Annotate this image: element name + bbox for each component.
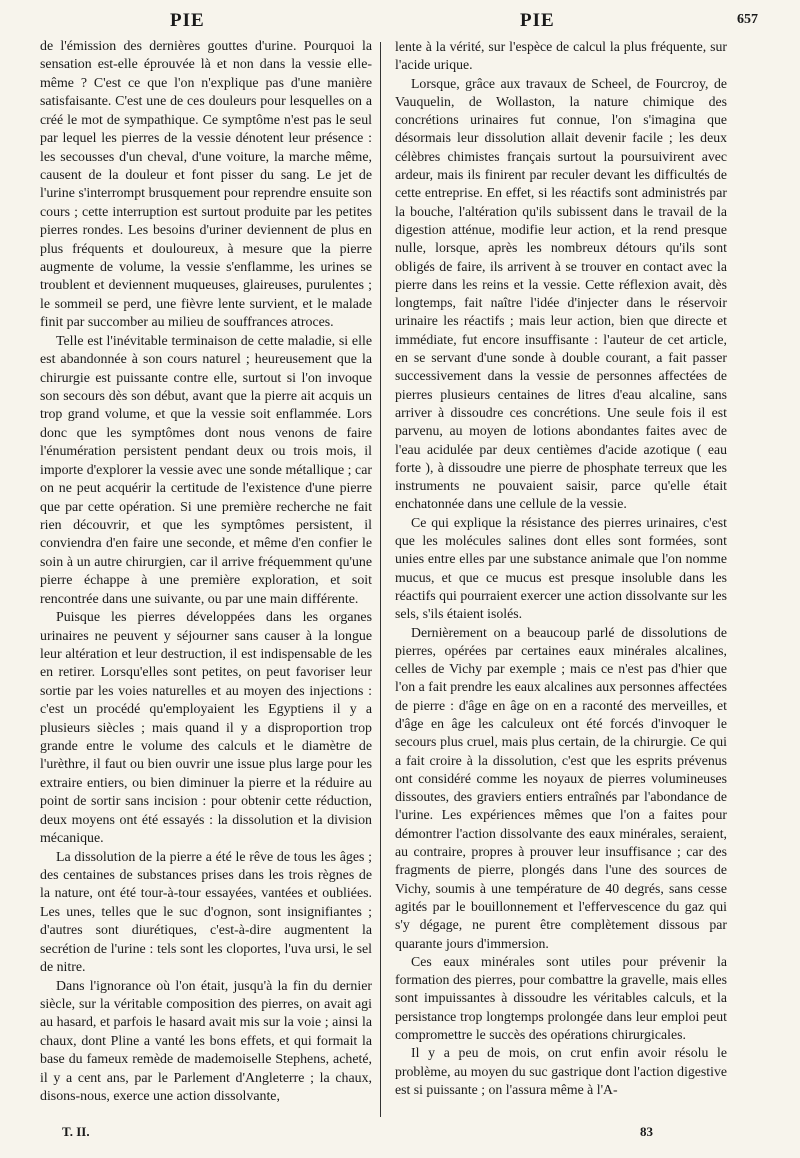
page-footer <box>0 1124 800 1148</box>
paragraph: lente à la vérité, sur l'espèce de calcul la plus fréquente, sur l'acide urique. <box>395 39 727 73</box>
paragraph: Dans l'ignorance où l'on était, jusqu'à la fin du dernier siècle, sur la véritable composition des pierres, on avait agi au hasard, et parfois le hasard avait mis sur la voie ; ainsi la chaux, dont Pline a vanté les bons effets, et qui formait la base du fameux remède de mademoiselle Stephens, acheté, il y a cent ans, par le Parlement d'Angleterre ; la chaux, disons-nous, exerce une action dissolvante, <box>40 978 372 1105</box>
paragraph: Ces eaux minérales sont utiles pour prévenir la formation des pierres, pour combattre la gravelle, mais elles sont impuissantes à dissoudre les véritables calculs, et la persistance trop longtemps prolongée dans leur emploi peut compromettre le succès des opérations chirurgicales. <box>395 953 727 1043</box>
running-header <box>0 10 800 40</box>
header-word-left: PIE <box>170 10 205 31</box>
header-word-right: PIE <box>520 10 555 31</box>
signature-mark: 83 <box>640 1124 653 1139</box>
paragraph: Puisque les pierres développées dans les organes urinaires ne peuvent y séjourner sans causer à la longue leur altération et leur destruction, il est indispensable de les en retirer. Lorsqu'elles sont petites, on peut favoriser leur sortie par les voies naturelles et au moyen des injections : c'est un procédé qu'employaient les Egyptiens il y a plusieurs siècles ; mais quand il y a disproportion trop grande entre le volume des calculs et le diamètre de l'urèthre, il faut ou bien ouvrir une issue plus large pour les extraire entiers, ou bien diminuer la pierre et la réduire au point de sortir sans incision : pour obtenir cette réduction, deux moyens ont été essayés : la dissolution et la division mécanique. <box>40 610 372 847</box>
page-number: 657 <box>737 12 758 27</box>
paragraph: de l'émission des dernières gouttes d'urine. Pourquoi la sensation est-elle éprouvée là et non dans la vessie elle-même ? C'est ce que l'on n'explique pas d'une manière satisfaisante. C'est une de ces douleurs pour lesquelles on a créé le mot de sympathique. Ce symptôme n'est pas le seul par lequel les pierres de la vessie dénotent leur présence : les secousses d'un cheval, d'une voiture, la marche même, causent de la douleur et font pisser du sang. Le jet de l'urine s'interrompt brusquement pour reprendre ensuite son cours ; cette interruption est surtout produite par les petites pierres rondes. Les besoins d'uriner deviennent de plus en plus fréquents et douloureux, à mesure que la pierre augmente de volume, la vessie s'enflamme, les urines se troublent et deviennent muqueuses, glaireuses, purulentes ; le sommeil se perd, une fièvre lente survient, et le malade finit par succomber au milieu de souffrances atroces. <box>40 39 372 331</box>
paragraph: Il y a peu de mois, on crut enfin avoir résolu le problème, au moyen du suc gastrique dont l'action digestive est si puissante ; on l'assura même à l'A- <box>395 1045 727 1097</box>
left-column <box>40 38 372 1106</box>
volume-mark: T. II. <box>62 1124 90 1139</box>
paragraph: Lorsque, grâce aux travaux de Scheel, de Fourcroy, de Vauquelin, de Wollaston, la nature chimique des concrétions urinaires fut connue, l'on s'imagina que désormais leur dissolution allait devenir facile ; les deux célèbres chimistes français surtout la poursuivirent avec ardeur, mais ils finirent par reculer devant les difficultés de cette entreprise. En effet, si les réactifs sont administrés par la bouche, l'altération qu'ils subissent dans le travail de la digestion atténue, modifie leur action, et la rend presque nulle, lorsque, après les nombreux détours qu'ils sont obligés de faire, ils arrivent à se trouver en contact avec la pierre dans les reins et la vessie. Cette réflexion avait, dès longtemps, fait naître l'idée d'injecter dans le réservoir urinaire les réactifs ; mais leur action, bien que directe et immédiate, fut encore insuffisante : l'auteur de cet article, en se servant d'une sonde à double courant, a fait passer successivement dans la vessie de personnes affectées de pierres plusieurs centaines de litres d'eau alcaline, sans arriver à dissoudre ces concrétions. Une seule fois il est parvenu, au moyen de lotions abondantes faites avec de l'eau acidulée par deux centièmes d'acide azotique ( eau forte ), à dissoudre une pierre de phosphate terreux que les instruments ne pouvaient saisir, parce qu'elle était enchatonnée dans une cellule de la vessie. <box>395 75 727 512</box>
paragraph: Telle est l'inévitable terminaison de cette maladie, si elle est abandonnée à son cours naturel ; heureusement que la chirurgie est puissante contre elle, surtout si l'on invoque son secours dès son début, avant que la pierre ait acquis un trop grand volume, et que la vessie soit enflammée. Lors donc que les symptômes dont nous venons de faire l'énumération persistent pendant deux ou trois mois, il importe d'explorer la vessie avec une sonde métallique ; car on ne peut acquérir la certitude de l'existence d'une pierre que par cette opération. Si une première recherche ne fait rien découvrir, et que les symptômes persistent, il conviendra d'en faire une seconde, et même d'en confier le soin à un autre chirurgien, car il arrive fréquemment qu'une pierre échappe à une première exploration, et soit rencontrée dans une suivante, ou par une main différente. <box>40 333 372 607</box>
paragraph: La dissolution de la pierre a été le rêve de tous les âges ; des centaines de substances prises dans les trois règnes de la nature, ont été tour-à-tour essayées, vantées et oubliées. Les unes, telles que le suc d'ognon, sont insignifiantes ; d'autres sont diurétiques, c'est-à-dire augmentent la secrétion de l'urine : tels sont les cloportes, l'uva ursi, le sel de nitre. <box>40 849 372 976</box>
paragraph: Dernièrement on a beaucoup parlé de dissolutions de pierres, opérées par certaines eaux minérales alcalines, celles de Vichy par exemple ; mais ce n'est pas d'hier que l'on a fait prendre les eaux alcalines aux personnes affectées de pierre : d'âge en âge on en a raconté des merveilles, et d'âge en âge les calculeux ont été forcés d'invoquer le secours plus cruel, mais plus certain, de la chirurgie. Ce qui a fait croire à la dissolution, c'est que les esprits prévenus ont considéré comme les noyaux de pierres volumineuses dissoutes, des graviers entiers entraînés par l'abondance de l'urine. Les expériences mêmes que l'on a faites pour démontrer l'action dissolvante des eaux minérales, seraient, au contraire, propres à prouver leur insuffisance ; car des fragments de pierre, plongés dans l'une des sources de Vichy, soumis à une température de 40 degrés, sans cesse agités par le bouillonnement et l'effervescence du gaz qui s'y dégage, ne purent être complètement dissous par quarante jours d'immersion. <box>395 624 727 951</box>
column-divider <box>380 42 381 1117</box>
paragraph: Ce qui explique la résistance des pierres urinaires, c'est que les molécules salines dont elles sont formées, sont unies entre elles par une substance animale que l'on nomme mucus, et que ce mucus est presque insoluble dans les réactifs qui pourraient exercer une action dissolvante sur les sels, s'ils étaient isolés. <box>395 514 727 622</box>
right-column <box>395 38 727 1099</box>
